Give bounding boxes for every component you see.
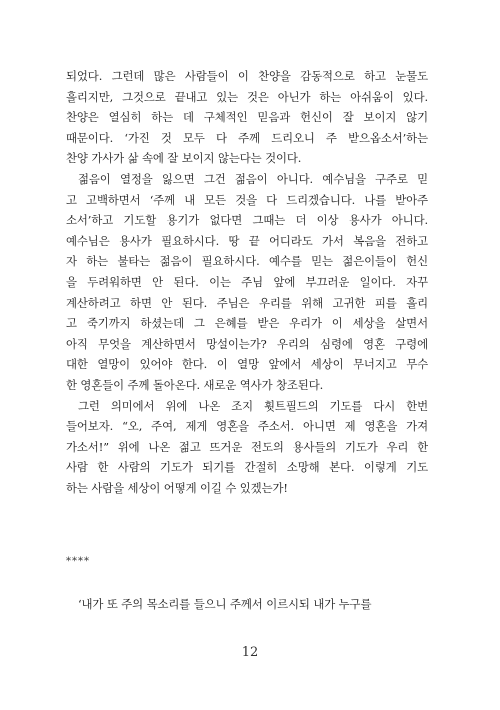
body-text <box>66 66 428 498</box>
text-line: ‘내가 또 주의 목소리를 들으니 주께서 이르시되 내가 누구를 <box>78 597 372 611</box>
text-line: 을 두려워하면 안 된다. 이는 주님 앞에 부끄러운 일이다. 자꾸 <box>66 274 428 289</box>
text-line: 하는 사람을 세상이 어떻게 이길 수 있겠는가! <box>66 480 288 495</box>
text-line: 고 죽기까지 하셨는데 그 은혜를 받은 우리가 이 세상을 살면서 <box>66 316 428 331</box>
text-line: 고 고백하면서 ‘주께 내 모든 것을 다 드리겠습니다. 나를 받아주 <box>66 192 428 207</box>
text-line: 예수님은 용사가 필요하시다. 땅 끝 어디라도 가서 복음을 전하고 <box>66 233 428 248</box>
text-line: 흘리지만, 그것으로 끝내고 있는 것은 아닌가 하는 아쉬움이 있다. <box>66 89 428 104</box>
text-line: 찬양은 열심히 하는 데 구체적인 믿음과 헌신이 잘 보이지 않기 <box>66 110 428 125</box>
text-line: 가소서!” 위에 나온 젊고 뜨거운 전도의 용사들의 기도가 우리 한 <box>66 439 428 454</box>
quote-text <box>66 594 428 615</box>
text-line: 사람 한 사람의 기도가 되기를 간절히 소망해 본다. 이렇게 기도 <box>66 460 428 475</box>
text-line: 소서’하고 기도할 용기가 없다면 그때는 더 이상 용사가 아니다. <box>66 213 428 228</box>
text-line: 한 영혼들이 주께 돌아온다. 새로운 역사가 창조된다. <box>66 377 324 392</box>
text-line: 자 하는 불타는 젊음이 필요하시다. 예수를 믿는 젊은이들이 헌신 <box>66 254 428 269</box>
text-line: 젊음이 열정을 잃으면 그건 젊음이 아니다. 예수님을 구주로 믿 <box>78 171 428 186</box>
text-line: 그런 의미에서 위에 나온 조지 휫트필드의 기도를 다시 한번 <box>78 398 428 413</box>
page-number: 12 <box>241 645 259 660</box>
text-line: 아직 무엇을 계산하면서 망설이는가? 우리의 심령에 영혼 구령에 <box>66 336 428 351</box>
section-separator: **** <box>66 556 90 567</box>
text-line: 계산하려고 하면 안 된다. 주님은 우리를 위해 고귀한 피를 흘리 <box>66 295 428 310</box>
text-line: 되었다. 그런데 많은 사람들이 이 찬양을 감동적으로 하고 눈물도 <box>66 69 428 83</box>
text-line: 때문이다. ‘가진 것 모두 다 주께 드리오니 주 받으옵소서’하는 <box>66 130 428 145</box>
text-line: 들어보자. “오, 주여, 제게 영혼을 주소서. 아니면 제 영혼을 가져 <box>66 419 428 434</box>
text-line: 대한 열망이 있어야 한다. 이 열망 앞에서 세상이 무너지고 무수 <box>66 357 428 372</box>
text-line: 찬양 가사가 삶 속에 잘 보이지 않는다는 것이다. <box>66 151 302 166</box>
